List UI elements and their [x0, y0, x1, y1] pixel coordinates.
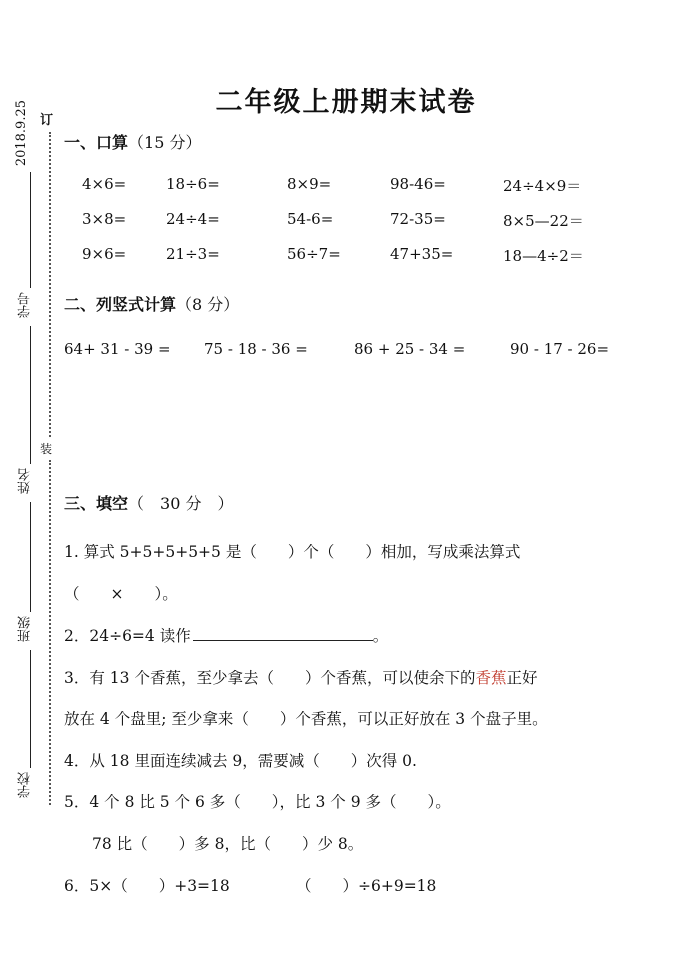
calc-r2-c2: 24÷4= [166, 210, 220, 228]
margin-line-xingming [30, 326, 31, 464]
fill-q1-line2: （ × ）。 [64, 585, 178, 603]
fill-q2-suffix: 。 [372, 627, 389, 645]
vertical-calc-3: 86 + 25 - 34 = [354, 340, 466, 358]
section3-heading [64, 491, 233, 514]
fill-q3-line1 [64, 666, 537, 688]
margin-label-xuexiao: 学校 [18, 772, 33, 798]
section2-heading [64, 292, 239, 315]
margin-ding: 订 [40, 113, 54, 128]
section1-heading [64, 130, 201, 153]
fill-q2-prefix: 2．24÷6=4 读作 [64, 627, 191, 645]
calc-r1-c2: 18÷6= [166, 175, 220, 193]
section1-heading-text: 一、口算 [64, 133, 129, 152]
margin-line-banji [30, 502, 31, 612]
calc-r2-c5: 8×5—22＝ [503, 212, 584, 230]
margin-date: 2018.9.25 [14, 100, 29, 167]
binding-dotted-line-upper [49, 132, 51, 437]
margin-label-banji: 班级 [18, 616, 33, 642]
fill-q3-line1-red: 香蕉 [475, 669, 507, 687]
fill-q2 [64, 624, 388, 646]
calc-r1-c3: 8×9= [287, 175, 332, 193]
vertical-calc-4: 90 - 17 - 26= [510, 340, 610, 358]
calc-r1-c5: 24÷4×9＝ [503, 177, 582, 195]
fill-q3-line1-b: 正好 [506, 669, 538, 687]
fill-q1-line1: 1. 算式 5+5+5+5+5 是（ ）个（ ）相加，写成乘法算式 [64, 543, 521, 561]
binding-dotted-line-lower [49, 460, 51, 805]
calc-r2-c1: 3×8= [82, 210, 127, 228]
section2-heading-text: 二、列竖式计算 [64, 295, 177, 314]
margin-line-xuehao [30, 172, 31, 288]
fill-q6-b: （ ）÷6+9=18 [296, 877, 437, 895]
calc-r3-c5: 18—4÷2＝ [503, 247, 584, 265]
section3-heading-text: 三、填空 [64, 494, 129, 513]
vertical-calc-2: 75 - 18 - 36 = [204, 340, 308, 358]
calc-r1-c1: 4×6= [82, 175, 127, 193]
calc-r2-c3: 54-6= [287, 210, 334, 228]
calc-r3-c1: 9×6= [82, 245, 127, 263]
margin-line-xuexiao [30, 650, 31, 768]
fill-q4: 4．从 18 里面连续减去 9，需要减（ ）次得 0. [64, 752, 417, 770]
page-title: 二年级上册期末试卷 [215, 87, 477, 118]
calc-r2-c4: 72-35= [390, 210, 446, 228]
fill-q5-line1: 5．4 个 8 比 5 个 6 多（ ），比 3 个 9 多（ ）。 [64, 793, 451, 811]
calc-r3-c3: 56÷7= [287, 245, 341, 263]
fill-q5-line2: 78 比（ ）多 8，比（ ）少 8。 [92, 835, 364, 853]
margin-label-xingming: 姓名 [18, 468, 33, 494]
fill-q6-a: 6．5×（ ）+3=18 [64, 877, 230, 895]
section1-points: （15 分） [128, 133, 202, 152]
margin-label-xuehao: 学号 [18, 292, 33, 318]
margin-zhuang: 装 [40, 442, 53, 456]
fill-q3-line2: 放在 4 个盘里; 至少拿来（ ）个香蕉，可以正好放在 3 个盘子里。 [64, 710, 548, 728]
calc-r1-c4: 98-46= [390, 175, 446, 193]
section2-points: （8 分） [176, 295, 240, 314]
section3-points: （ 30 分 ） [128, 494, 234, 513]
calc-r3-c4: 47+35= [390, 245, 454, 263]
vertical-calc-1: 64+ 31 - 39 = [64, 340, 171, 358]
calc-r3-c2: 21÷3= [166, 245, 220, 263]
fill-q3-line1-a: 3．有 13 个香蕉，至少拿去（ ）个香蕉，可以使余下的 [64, 669, 476, 687]
fill-q2-answer-blank[interactable] [193, 626, 373, 641]
